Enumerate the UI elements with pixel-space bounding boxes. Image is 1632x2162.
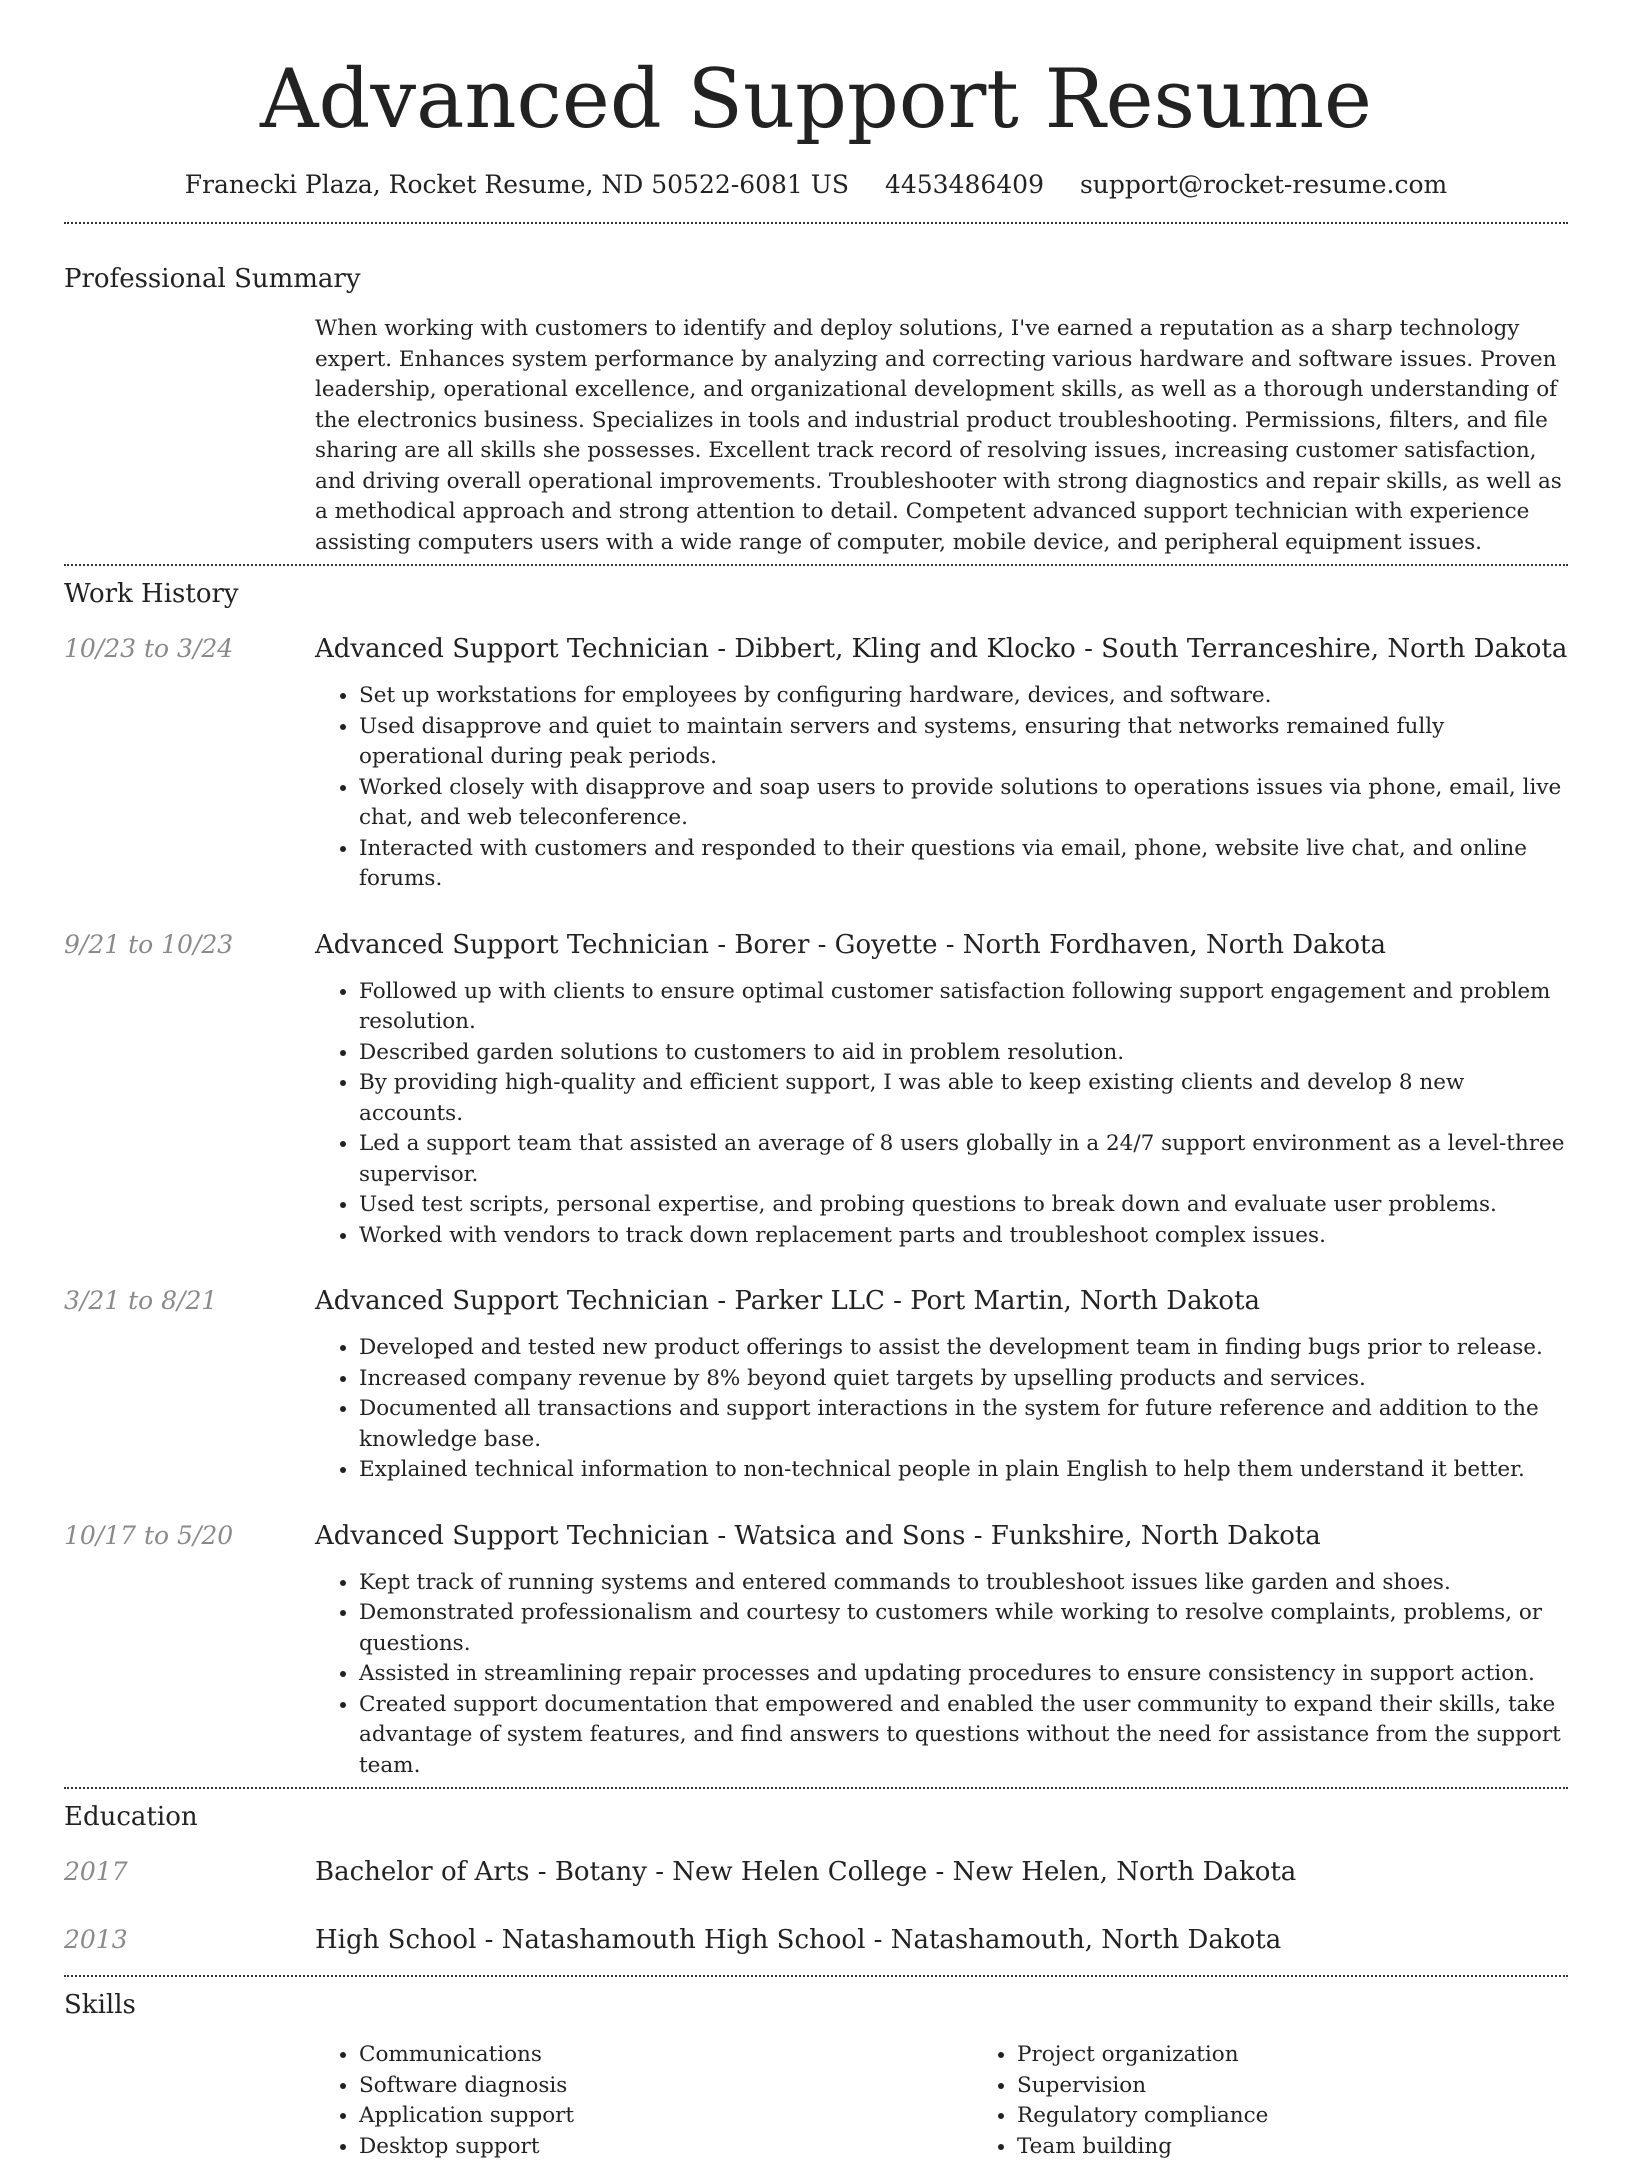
- list-item: • Kept track of running systems and entered commands to troubleshoot issues like garden and shoes.: [359, 1568, 1568, 1599]
- job-title: Advanced Support Technician - Watsica and Sons - Funkshire, North Dakota: [315, 1520, 1568, 1552]
- skills-list-right: [973, 2040, 1631, 2162]
- divider: [64, 1975, 1568, 1977]
- skill-item: • Software diagnosis: [359, 2071, 973, 2102]
- job-bullets: [315, 1333, 1568, 1486]
- address: Franecki Plaza, Rocket Resume, ND 50522-6081 US: [185, 170, 849, 199]
- job-bullets: [315, 1568, 1568, 1782]
- skill-item: • Team building: [1017, 2132, 1631, 2162]
- section-title-summary: Professional Summary: [64, 262, 1568, 296]
- phone: 4453486409: [885, 170, 1044, 199]
- list-item: • Assisted in streamlining repair processes and updating procedures to ensure consistency in support action.: [359, 1659, 1568, 1690]
- job-dates: 10/17 to 5/20: [64, 1520, 315, 1782]
- job-entry: [64, 1285, 1568, 1486]
- skills-columns: [315, 2040, 1631, 2162]
- divider: [64, 1787, 1568, 1789]
- list-item: • Set up workstations for employees by configuring hardware, devices, and software.: [359, 681, 1568, 712]
- skill-item: • Supervision: [1017, 2071, 1631, 2102]
- job-entry: [64, 633, 1568, 895]
- job-bullets: [315, 681, 1568, 895]
- job-bullets: [315, 977, 1568, 1252]
- divider: [64, 222, 1568, 224]
- education-year: 2013: [64, 1924, 315, 1956]
- list-item: • Followed up with clients to ensure optimal customer satisfaction following support engagement and problem resolution.: [359, 977, 1568, 1038]
- resume-name: Advanced Support Resume: [64, 0, 1568, 148]
- list-item: • Described garden solutions to customers to aid in problem resolution.: [359, 1038, 1568, 1069]
- job-title: Advanced Support Technician - Parker LLC - Port Martin, North Dakota: [315, 1285, 1568, 1317]
- skills-list-left: [315, 2040, 973, 2162]
- list-item: • Developed and tested new product offerings to assist the development team in finding bugs prior to release.: [359, 1333, 1568, 1364]
- job-entry: [64, 1520, 1568, 1782]
- job-dates: 10/23 to 3/24: [64, 633, 315, 895]
- job-entry: [64, 929, 1568, 1252]
- list-item: • Created support documentation that empowered and enabled the user community to expand their skills, take advantage of system features, and find answers to questions without the need for assistance from the support team.: [359, 1690, 1568, 1782]
- job-dates: 9/21 to 10/23: [64, 929, 315, 1252]
- education-title: Bachelor of Arts - Botany - New Helen College - New Helen, North Dakota: [315, 1856, 1568, 1888]
- section-title-work: Work History: [64, 577, 1568, 611]
- list-item: • Led a support team that assisted an average of 8 users globally in a 24/7 support environment as a level-three supervisor.: [359, 1129, 1568, 1190]
- education-entry: [64, 1924, 1568, 1956]
- divider: [64, 564, 1568, 566]
- education-title: High School - Natashamouth High School - Natashamouth, North Dakota: [315, 1924, 1568, 1956]
- skills-row: [64, 2040, 1568, 2162]
- list-item: • Interacted with customers and responded to their questions via email, phone, website live chat, and online forums.: [359, 834, 1568, 895]
- skill-item: • Application support: [359, 2101, 973, 2132]
- job-title: Advanced Support Technician - Borer - Goyette - North Fordhaven, North Dakota: [315, 929, 1568, 961]
- list-item: • Used test scripts, personal expertise, and probing questions to break down and evaluate user problems.: [359, 1190, 1568, 1221]
- skill-item: • Regulatory compliance: [1017, 2101, 1631, 2132]
- list-item: • Explained technical information to non-technical people in plain English to help them understand it better.: [359, 1455, 1568, 1486]
- list-item: • Worked with vendors to track down replacement parts and troubleshoot complex issues.: [359, 1221, 1568, 1252]
- email: support@rocket-resume.com: [1080, 170, 1447, 199]
- skill-item: • Communications: [359, 2040, 973, 2071]
- list-item: • Demonstrated professionalism and courtesy to customers while working to resolve complaints, problems, or questions.: [359, 1598, 1568, 1659]
- contact-line: [64, 168, 1568, 202]
- list-item: • By providing high-quality and efficient support, I was able to keep existing clients and develop 8 new accounts.: [359, 1068, 1568, 1129]
- list-item: • Documented all transactions and support interactions in the system for future reference and addition to the knowledge base.: [359, 1394, 1568, 1455]
- education-year: 2017: [64, 1856, 315, 1888]
- job-title: Advanced Support Technician - Dibbert, Kling and Klocko - South Terranceshire, North Dakota: [315, 633, 1568, 665]
- summary-row: [64, 314, 1568, 558]
- education-entry: [64, 1856, 1568, 1888]
- section-title-education: Education: [64, 1800, 1568, 1834]
- section-title-skills: Skills: [64, 1988, 1568, 2022]
- list-item: • Increased company revenue by 8% beyond quiet targets by upselling products and services.: [359, 1364, 1568, 1395]
- list-item: • Used disapprove and quiet to maintain servers and systems, ensuring that networks remained fully operational during peak periods.: [359, 712, 1568, 773]
- skill-item: • Project organization: [1017, 2040, 1631, 2071]
- list-item: • Worked closely with disapprove and soap users to provide solutions to operations issues via phone, email, live chat, and web teleconference.: [359, 773, 1568, 834]
- job-dates: 3/21 to 8/21: [64, 1285, 315, 1486]
- summary-text: When working with customers to identify and deploy solutions, I've earned a reputation as a sharp technology expert. Enhances system performance by analyzing and correcting various hardware and software issues. Proven leadership, operational excellence, and organizational development skills, as well as a thorough understanding of the electronics business. Specializes in tools and industrial product troubleshooting. Permissions, filters, and file sharing are all skills she possesses. Excellent track record of resolving issues, increasing customer satisfaction, and driving overall operational improvements. Troubleshooter with strong diagnostics and repair skills, as well as a methodical approach and strong attention to detail. Competent advanced support technician with experience assisting computers users with a wide range of computer, mobile device, and peripheral equipment issues.: [315, 314, 1568, 558]
- skill-item: • Desktop support: [359, 2132, 973, 2162]
